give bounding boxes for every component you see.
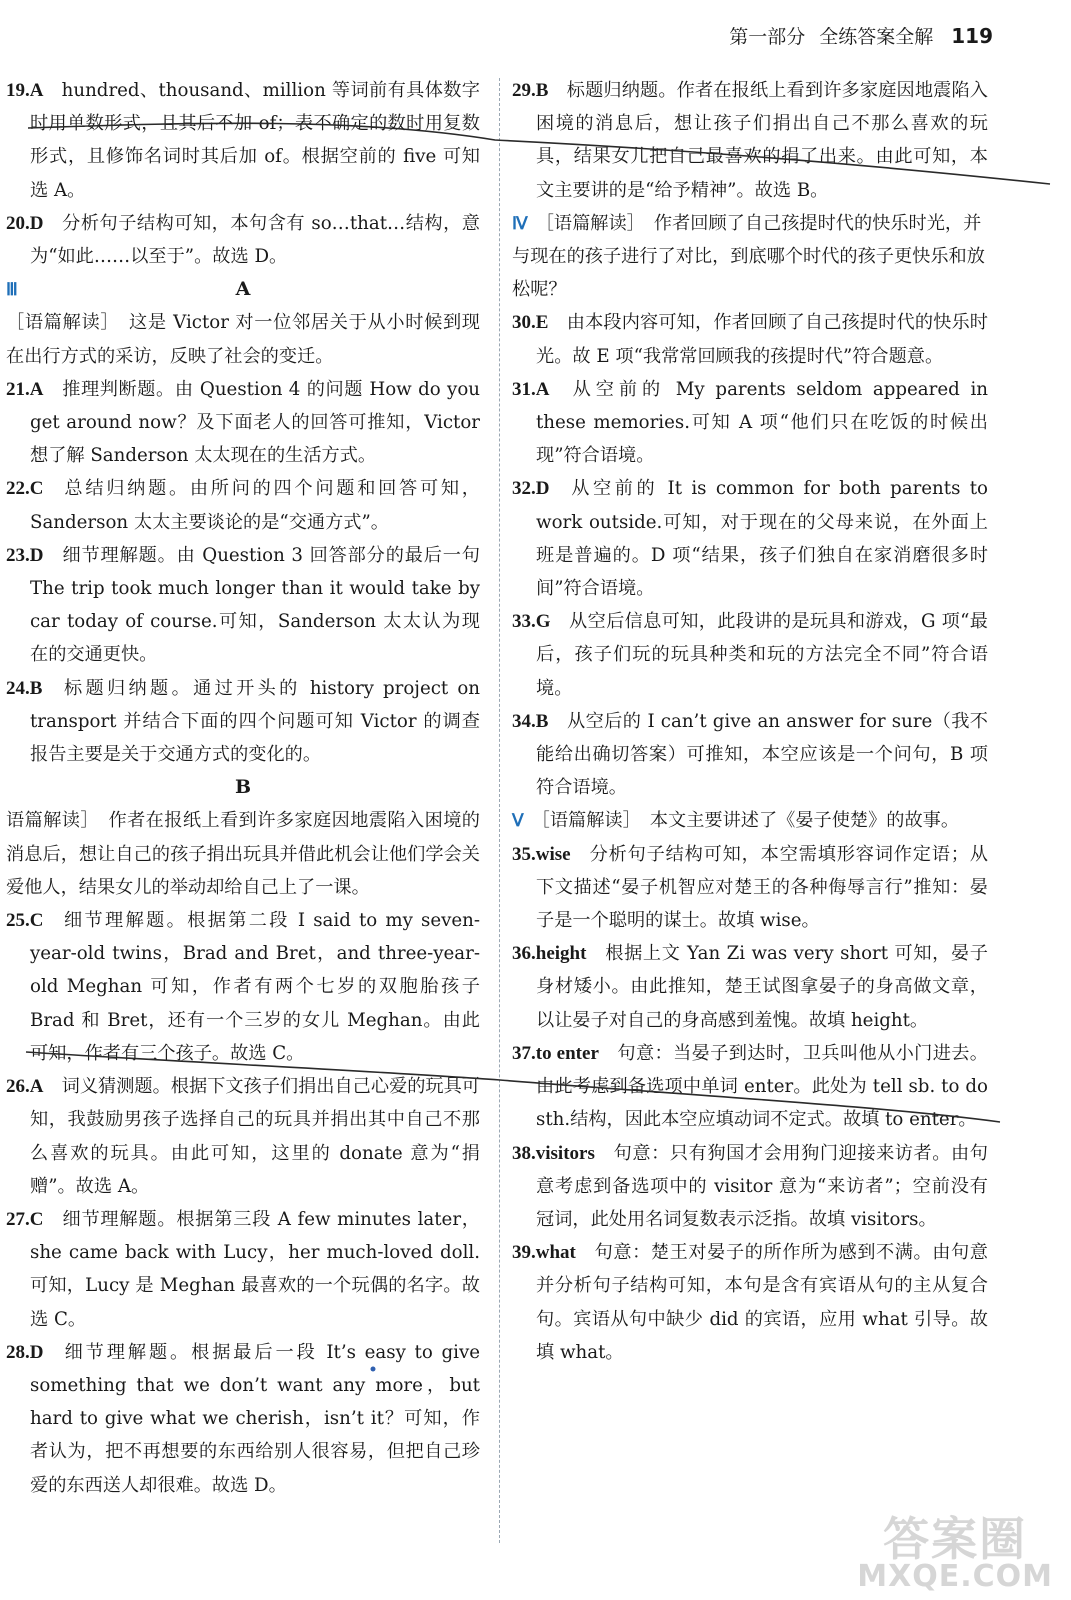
column-divider xyxy=(499,78,500,1543)
answer-number: 30.E xyxy=(512,312,549,334)
left-column xyxy=(6,74,480,1502)
answer-explanation: hundred、thousand、million 等词前有具体数字时用单数形式，且其后不加 of；表不确定的数时用复数形式，且修饰名词时其后加 of。根据空前的 five 可知选 A。 xyxy=(30,80,480,201)
answer-entry xyxy=(6,1336,480,1502)
answer-entry xyxy=(6,904,480,1070)
answer-explanation: 从空前的 My parents seldom appeared in these memories.可知 A 项“他们只在吃饭的时候出现”符合语境。 xyxy=(536,378,988,467)
answer-number: 23.D xyxy=(6,544,44,566)
answer-explanation: 细节理解题。根据第二段 I said to my seven-year-old twins，Brad and Bret，and three-year-old Meghan 可知，作者有两个七岁的双胞胎孩子 Brad 和 Bret，还有一个三岁的女儿 Meghan。由此可知，作者有三个孩子。故选 C。 xyxy=(30,910,480,1064)
answer-entry xyxy=(512,838,988,938)
answer-explanation: 句意：只有狗国才会用狗门迎接来访者。由句意考虑到备选项中的 visitor 意为“来访者”；空前没有冠词，此处用名词复数表示泛指。故填 visitors。 xyxy=(536,1142,988,1230)
answer-number: 39.what xyxy=(512,1242,576,1264)
watermark-logo: 答案圈 xyxy=(883,1512,1028,1566)
answer-number: 24.B xyxy=(6,677,43,699)
answer-entry xyxy=(512,937,988,1037)
answer-explanation: 细节理解题。根据最后一段 It’s easy to give something that we don’t want any more，but hard to give what we cherish，isn’t it？可知，作者认为，把不再想要的东西给别人很容易，但把自己珍爱的东西送人却很难。故选 D。 xyxy=(30,1341,480,1496)
answer-explanation: 由本段内容可知，作者回顾了自己孩提时代的快乐时光。故 E 项“我常常回顾我的孩提时代”符合题意。 xyxy=(536,312,988,367)
watermark xyxy=(857,1512,1053,1594)
answer-number: 25.C xyxy=(6,910,44,932)
answer-entry xyxy=(512,1137,988,1237)
answer-number: 21.A xyxy=(6,378,44,400)
section-roman-numeral: Ⅴ xyxy=(512,811,524,831)
answer-number: 27.C xyxy=(6,1208,44,1230)
page-number: 119 xyxy=(951,24,993,48)
section-heading xyxy=(512,804,988,837)
answer-entry xyxy=(512,1236,988,1369)
answer-explanation: 从空前的 It is common for both parents to work outside.可知，对于现在的父母来说，在外面上班是普遍的。D 项“结果，孩子们独自在家消磨很多时间”符合语境。 xyxy=(536,478,988,600)
answer-number: 20.D xyxy=(6,212,44,234)
answer-explanation: 细节理解题。由 Question 3 回答部分的最后一句 The trip took much longer than it would take by car today of course.可知，Sanderson 太太认为现在的交通更快。 xyxy=(30,544,480,666)
section-roman-numeral: Ⅳ xyxy=(512,213,528,233)
answer-explanation: 分析句子结构可知，本空需填形容词作定语；从下文描述“晏子机智应对楚王的各种侮辱言行”推知：晏子是一个聪明的谋士。故填 wise。 xyxy=(536,843,988,932)
section-heading xyxy=(512,207,988,307)
answer-number: 34.B xyxy=(512,710,549,732)
answer-explanation: 从空后信息可知，此段讲的是玩具和游戏，G 项“最后，孩子们玩的玩具种类和玩的方法完全不同”符合语境。 xyxy=(536,611,988,699)
answer-entry xyxy=(512,74,988,207)
answer-entry xyxy=(512,705,988,805)
right-column xyxy=(512,74,988,1369)
answer-explanation: 从空后的 I can’t give an answer for sure（我不能给出确切答案）可推知，本空应该是一个问句，B 项符合语境。 xyxy=(536,710,988,799)
answer-number: 38.visitors xyxy=(512,1142,595,1164)
answer-explanation: 推理判断题。由 Question 4 的问题 How do you get around now？及下面老人的回答可推知，Victor 想了解 Sanderson 太太现在的生活方式。 xyxy=(30,378,480,467)
header-part: 第一部分 xyxy=(729,26,806,48)
answer-entry xyxy=(512,1037,988,1137)
answer-number: 22.C xyxy=(6,478,44,500)
section-heading xyxy=(6,273,480,306)
answer-entry xyxy=(512,373,988,473)
header-title: 全练答案全解 xyxy=(819,26,934,48)
answer-entry xyxy=(6,373,480,473)
answer-entry xyxy=(6,207,480,273)
answer-number: 35.wise xyxy=(512,843,571,865)
answer-entry xyxy=(6,472,480,538)
answer-explanation: 细节理解题。根据第三段 A few minutes later，she came back with Lucy，her much-loved doll.可知，Lucy 是 Meghan 最喜欢的一个玩偶的名字。故选 C。 xyxy=(30,1208,480,1330)
watermark-url: MXQE.COM xyxy=(857,1559,1053,1594)
page-header xyxy=(729,22,993,49)
answer-number: 33.G xyxy=(512,611,551,633)
answer-number: 29.B xyxy=(512,80,549,101)
answer-entry xyxy=(512,472,988,605)
answer-explanation: 总结归纳题。由所问的四个问题和回答可知，Sanderson 太太主要谈论的是“交通方式”。 xyxy=(30,478,480,533)
passage-summary: ［语篇解读］ 本文主要讲述了《晏子使楚》的故事。 xyxy=(531,810,960,832)
answer-number: 32.D xyxy=(512,478,550,500)
passage-letter: A xyxy=(235,278,251,301)
answer-explanation: 标题归纳题。通过开头的 history project on transport 并结合下面的四个问题可知 Victor 的调查报告主要是关于交通方式的变化的。 xyxy=(30,677,480,766)
section-roman-numeral: Ⅲ xyxy=(6,280,18,300)
passage-summary: 语篇解读］ 作者在报纸上看到许多家庭因地震陷入困境的消息后，想让自己的孩子捐出玩具并借此机会让他们学会关爱他人，结果女儿的举动却给自己上了一课。 xyxy=(6,810,480,898)
answer-entry xyxy=(6,74,480,207)
answer-number: 37.to enter xyxy=(512,1042,599,1064)
answer-explanation: 根据上文 Yan Zi was very short 可知，晏子身材矮小。由此推知，楚王试图拿晏子的身高做文章，以让晏子对自己的身高感到羞愧。故填 height。 xyxy=(536,943,988,1031)
answer-number: 19.A xyxy=(6,80,44,101)
answer-number: 28.D xyxy=(6,1341,44,1363)
answer-entry xyxy=(6,672,480,772)
answer-number: 36.height xyxy=(512,943,587,965)
answer-number: 26.A xyxy=(6,1076,44,1098)
answer-entry xyxy=(6,539,480,672)
answer-entry xyxy=(512,605,988,705)
answer-entry xyxy=(512,306,988,372)
answer-entry xyxy=(6,1070,480,1203)
answer-explanation: 词义猜测题。根据下文孩子们捐出自己心爱的玩具可知，我鼓励男孩子选择自己的玩具并捐出其中自己不那么喜欢的玩具。由此可知，这里的 donate 意为“捐赠”。故选 A。 xyxy=(30,1076,480,1197)
passage-letter: B xyxy=(234,776,252,799)
answer-explanation: 标题归纳题。作者在报纸上看到许多家庭因地震陷入困境的消息后，想让孩子们捐出自己不那么喜欢的玩具，结果女儿把自己最喜欢的捐了出来。由此可知，本文主要讲的是“给予精神”。故选 B。 xyxy=(536,80,988,201)
passage-summary: ［语篇解读］ 这是 Victor 对一位邻居关于从小时候到现在出行方式的采访，反映了社会的变迁。 xyxy=(6,312,480,367)
answer-entry xyxy=(6,1203,480,1336)
passage-summary: ［语篇解读］ 作者回顾了自己孩提时代的快乐时光，并与现在的孩子进行了对比，到底哪个时代的孩子更快乐和放松呢？ xyxy=(512,212,985,301)
answer-explanation: 句意：楚王对晏子的所作所为感到不满。由句意并分析句子结构可知，本句是含有宾语从句的主从复合句。宾语从句中缺少 did 的宾语，应用 what 引导。故填 what。 xyxy=(536,1242,988,1363)
answer-explanation: 句意：当晏子到达时，卫兵叫他从小门进去。由此考虑到备选项中单词 enter。此处为 tell sb. to do sth.结构，因此本空应填动词不定式。故填 to enter。 xyxy=(536,1042,988,1131)
answer-number: 31.A xyxy=(512,378,550,400)
answer-explanation: 分析句子结构可知，本句含有 so…that…结构，意为“如此……以至于”。故选 D。 xyxy=(30,212,480,268)
